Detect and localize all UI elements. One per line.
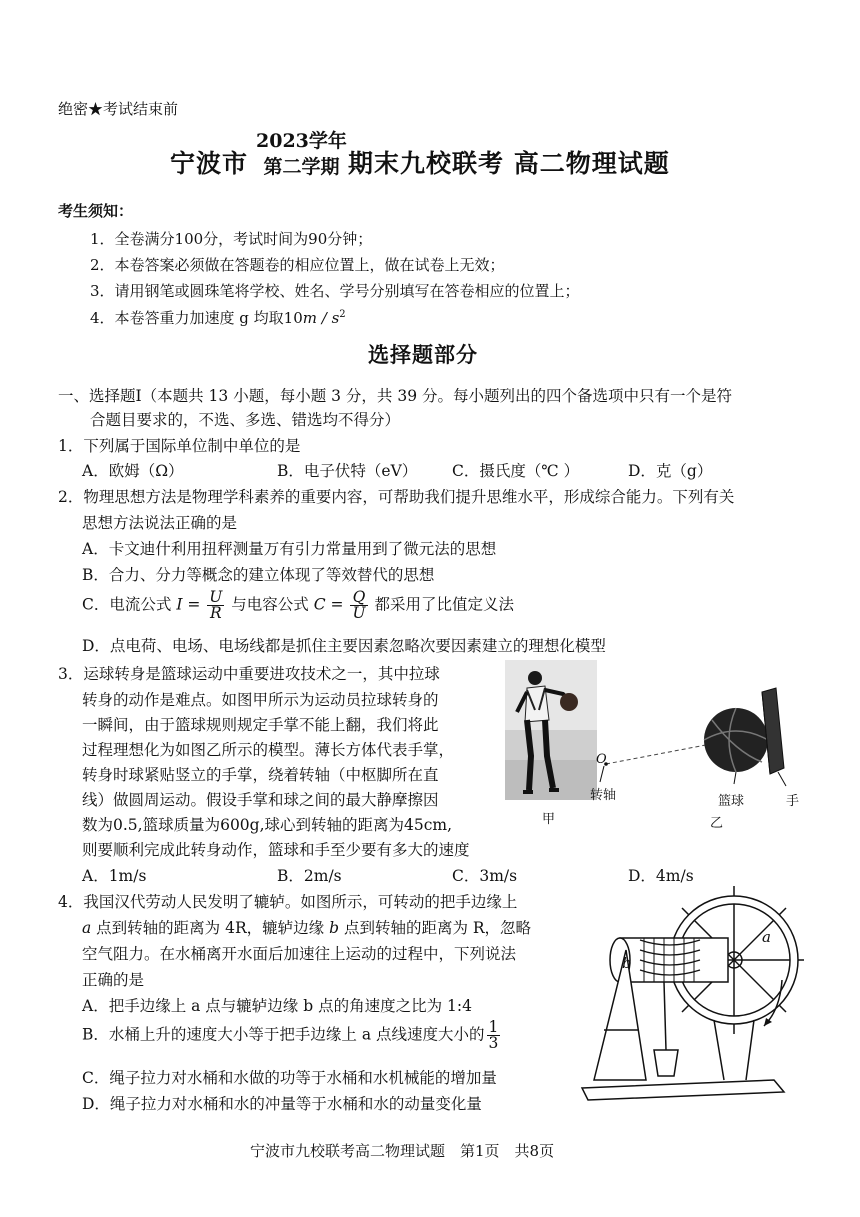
- title-city: 宁波市: [170, 149, 249, 178]
- q1-stem: 1．下列属于国际单位制中单位的是: [58, 437, 301, 455]
- q4-line-1: 4．我国汉代劳动人民发明了辘轳。如图所示，可转动的把手边缘上: [58, 893, 518, 911]
- windlass-figure: [574, 880, 804, 1102]
- q3-option-a: A．1m/s: [82, 867, 147, 885]
- figure-label-o: O: [596, 752, 607, 767]
- part1-heading-cont: 合题目要求的，不选、多选、错选均不得分）: [90, 411, 401, 429]
- q3-line-8: 则要顺利完成此转身动作，篮球和手至少要有多大的速度: [82, 841, 470, 859]
- q2-option-d: D．点电荷、电场、电场线都是抓住主要因素忽略次要因素建立的理想化模型: [82, 637, 606, 655]
- confidential-label: 绝密★考试结束前: [58, 100, 179, 118]
- q1-option-a: A．欧姆（Ω）: [82, 462, 184, 480]
- note-2: 2．本卷答案必须做在答题卷的相应位置上，做在试卷上无效；: [90, 256, 505, 274]
- q1-option-b: B．电子伏特（eV）: [277, 462, 418, 480]
- page-footer: 宁波市九校联考高二物理试题 第1页 共8页: [250, 1142, 555, 1160]
- note-1: 1．全卷满分100分，考试时间为90分钟；: [90, 230, 373, 248]
- q2-option-b: B．合力、分力等概念的建立体现了等效替代的思想: [82, 566, 435, 584]
- figure-label-hand: 手: [786, 794, 800, 809]
- q3-line-7: 数为0.5,篮球质量为600g,球心到转轴的距离为45cm,: [82, 816, 453, 834]
- q4-option-c: C．绳子拉力对水桶和水做的功等于水桶和水机械能的增加量: [82, 1069, 497, 1087]
- title-year: 2023学年: [256, 130, 347, 152]
- figure-label-a: a: [762, 928, 771, 946]
- current-formula-fraction: $\frac{U}{R}$: [209, 588, 223, 622]
- q4-line-2: a 点到转轴的距离为 4R，辘轳边缘 b 点到转轴的距离为 R，忽略: [82, 919, 532, 937]
- q4-line-3: 空气阻力。在水桶离开水面后加速往上运动的过程中，下列说法: [82, 945, 517, 963]
- figure-label-jia: 甲: [542, 812, 556, 827]
- q4-option-b: B．水桶上升的速度大小等于把手边缘上 a 点线速度大小的 $\frac{1}{3}$: [82, 1018, 499, 1052]
- q3-line-5: 转身时球紧贴竖立的手掌，绕着转轴（中枢脚所在直: [82, 766, 439, 784]
- title-term: [256, 128, 347, 180]
- q3-line-4: 过程理想化为如图乙所示的模型。薄长方体代表手掌，: [82, 741, 455, 759]
- title-exam: 期末九校联考 高二物理试题: [348, 149, 670, 178]
- part1-heading: 一、选择题Ⅰ（本题共 13 小题，每小题 3 分，共 39 分。每小题列出的四个备选项中只有一个是符: [58, 387, 732, 405]
- q2-option-a: A．卡文迪什利用扭秤测量万有引力常量用到了微元法的思想: [82, 540, 497, 558]
- one-third-fraction: $\frac{1}{3}$: [488, 1018, 499, 1052]
- q2-stem-cont: 思想方法说法正确的是: [82, 514, 238, 532]
- figure-label-axis: 转轴: [590, 788, 617, 803]
- q1-option-c: C．摄氏度（℃ ）: [452, 462, 580, 480]
- q3-line-2: 转身的动作是难点。如图甲所示为运动员拉球转身的: [82, 691, 439, 709]
- figure-label-ball: 篮球: [718, 794, 745, 809]
- notes-heading: 考生须知：: [58, 202, 134, 220]
- q4-option-a: A．把手边缘上 a 点与辘轳边缘 b 点的角速度之比为 1:4: [82, 997, 472, 1015]
- q2-option-c: C．电流公式 I = $\frac{U}{R}$ 与电容公式 C = $\frac{Q}{U}$ 都采用了比值定义法: [82, 588, 514, 622]
- q3-option-d: D．4m/s: [628, 867, 694, 885]
- basketball-model-figure: [586, 682, 808, 802]
- section-title: 选择题部分: [368, 342, 478, 367]
- q4-line-4: 正确的是: [82, 971, 145, 989]
- player-photo-figure: [505, 660, 597, 800]
- title-semester: 第二学期: [263, 156, 340, 178]
- q3-option-b: B．2m/s: [277, 867, 342, 885]
- q1-option-d: D．克（g）: [628, 462, 713, 480]
- q3-line-3: 一瞬间，由于篮球规则规定手掌不能上翻，我们将此: [82, 716, 439, 734]
- note-3: 3．请用钢笔或圆珠笔将学校、姓名、学号分别填写在答卷相应的位置上；: [90, 282, 580, 300]
- q2-stem: 2．物理思想方法是物理学科素养的重要内容，可帮助我们提升思维水平，形成综合能力。下列有关: [58, 488, 735, 506]
- gravity-unit: m / s: [302, 309, 340, 327]
- q3-line-6: 线）做圆周运动。假设手掌和球之间的最大静摩擦因: [82, 791, 439, 809]
- figure-label-yi: 乙: [710, 816, 724, 831]
- q3-option-c: C．3m/s: [452, 867, 518, 885]
- q4-option-d: D．绳子拉力对水桶和水的冲量等于水桶和水的动量变化量: [82, 1095, 482, 1113]
- figure-label-b: b: [622, 954, 632, 972]
- q3-line-1: 3．运球转身是篮球运动中重要进攻技术之一，其中拉球: [58, 665, 440, 683]
- note-4: 4．本卷答重力加速度 g 均取$10m / s^2$: [90, 309, 346, 327]
- capacitance-formula-fraction: $\frac{Q}{U}$: [352, 588, 366, 622]
